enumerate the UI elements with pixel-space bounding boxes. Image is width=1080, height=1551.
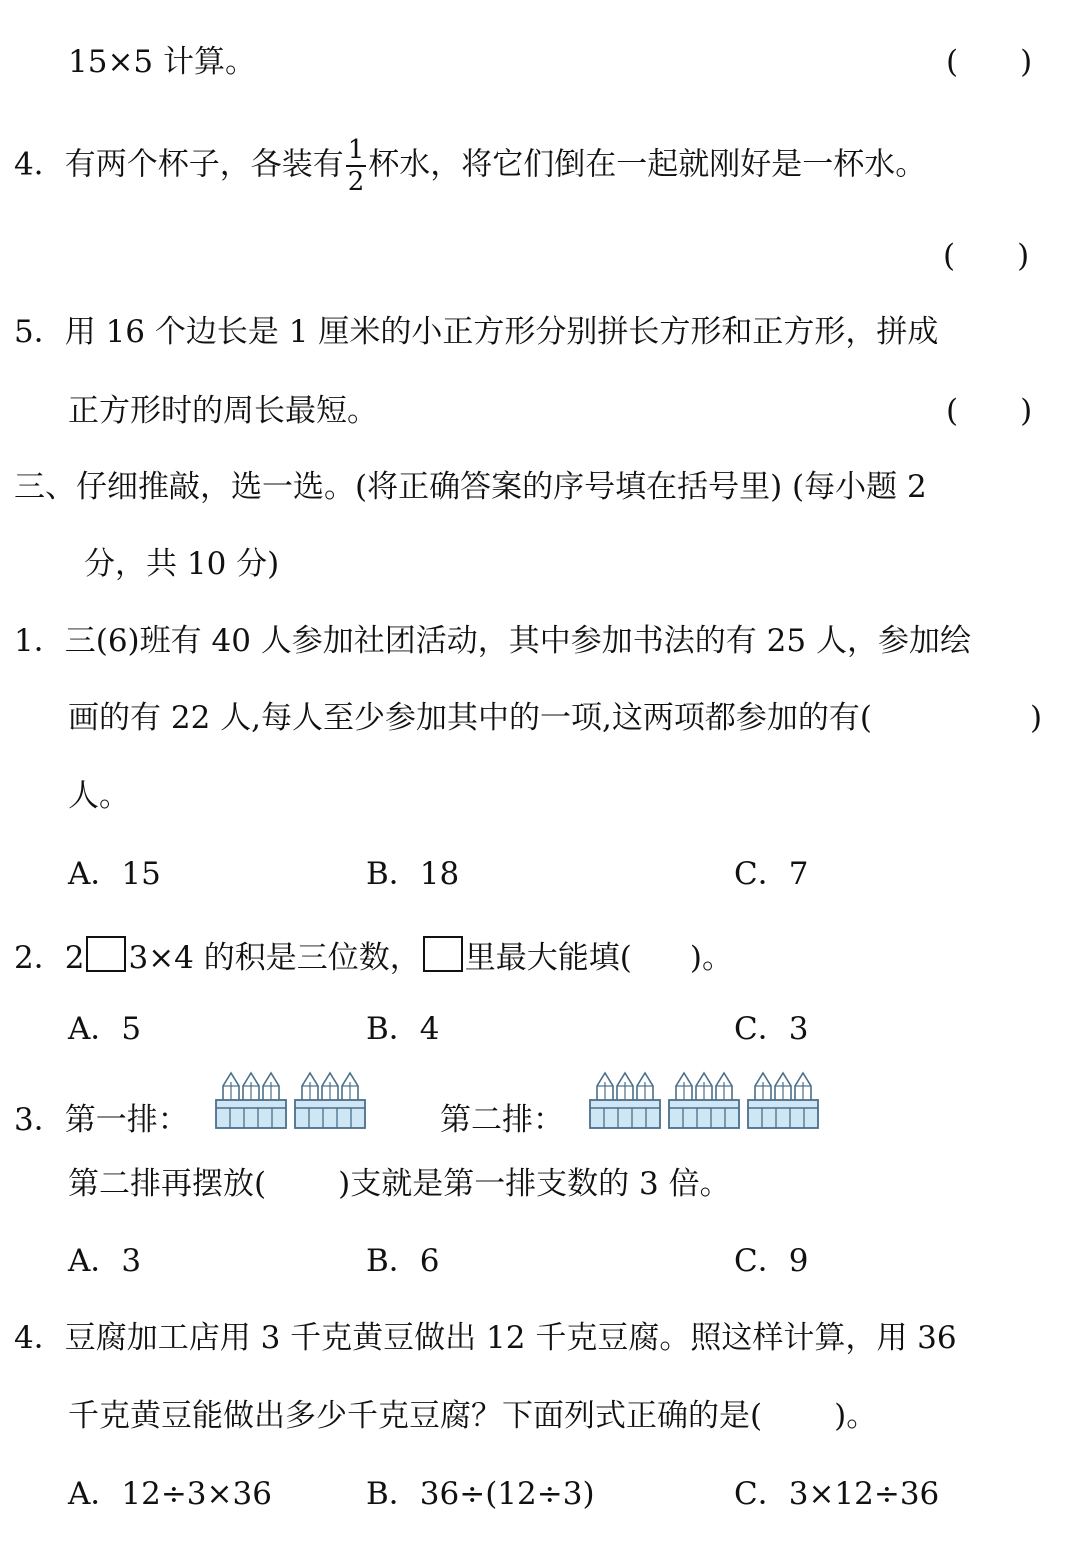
fraction-one-half bbox=[346, 137, 367, 195]
fraction-denominator: 2 bbox=[347, 167, 365, 197]
option-b[interactable]: B．36÷(12÷3) bbox=[366, 1476, 595, 1512]
question-text: 用 16 个边长是 1 厘米的小正方形分别拼长方形和正方形，拼成 bbox=[64, 314, 939, 350]
pencil-box-icon bbox=[590, 1073, 660, 1128]
question-text: 豆腐加工店用 3 千克黄豆做出 12 千克豆腐。照这样计算，用 36 bbox=[64, 1320, 957, 1356]
option-c[interactable]: C．3 bbox=[734, 1011, 809, 1047]
pencil-box-icon bbox=[295, 1073, 365, 1128]
pencil-box-icon bbox=[748, 1073, 818, 1128]
blank-box[interactable] bbox=[423, 936, 463, 972]
fraction-numerator: 1 bbox=[347, 135, 365, 165]
choice-question-1-line-1 bbox=[14, 621, 971, 661]
option-b[interactable]: B．4 bbox=[366, 1011, 440, 1047]
pencil-boxes-svg bbox=[588, 1070, 820, 1132]
question-number: 2． bbox=[14, 940, 65, 976]
pencil-box-icon bbox=[669, 1073, 739, 1128]
question-text: 2 bbox=[64, 940, 85, 976]
choice-question-4-line-2 bbox=[68, 1396, 877, 1436]
pencil-boxes-svg bbox=[214, 1070, 367, 1132]
question-number: 1． bbox=[14, 623, 65, 659]
choice-question-3-row-1 bbox=[14, 1100, 189, 1140]
section-heading: 三、仔细推敲，选一选。(将正确答案的序号填在括号里) (每小题 2 bbox=[14, 469, 927, 505]
pencil-box-icon bbox=[216, 1073, 286, 1128]
answer-paren[interactable]: ( ) bbox=[946, 44, 1033, 80]
question-text: 3×4 的积是三位数， bbox=[128, 940, 421, 976]
option-a[interactable]: A．5 bbox=[68, 1011, 142, 1047]
question-number: 3． bbox=[14, 1102, 65, 1138]
answer-paren[interactable]: ( ) bbox=[946, 393, 1033, 429]
choice-question-3-line-2 bbox=[68, 1164, 731, 1204]
answer-paren-close[interactable]: ) bbox=[1030, 700, 1043, 736]
question-text: )。 bbox=[689, 940, 733, 976]
row-label: 第二排： bbox=[440, 1102, 564, 1138]
question-text: )。 bbox=[834, 1398, 878, 1434]
question-text: 第二排再摆放( bbox=[68, 1166, 267, 1202]
row-label: 第一排： bbox=[64, 1102, 189, 1138]
question-3-tail: 15×5 计算。 bbox=[68, 44, 256, 80]
judge-question-5-line-1 bbox=[14, 312, 938, 352]
option-a[interactable]: A．3 bbox=[68, 1243, 142, 1279]
blank-box[interactable] bbox=[86, 936, 126, 972]
choice-question-1-line-3: 人。 bbox=[68, 778, 130, 814]
choice-question-1-line-2: 画的有 22 人,每人至少参加其中的一项,这两项都参加的有( bbox=[68, 700, 872, 736]
question-number: 4． bbox=[14, 1320, 65, 1356]
choice-question-4-line-1 bbox=[14, 1318, 957, 1358]
pencil-boxes-row-1 bbox=[214, 1070, 367, 1140]
section-heading-line-2: 分，共 10 分) bbox=[84, 546, 280, 582]
option-c[interactable]: C．9 bbox=[734, 1243, 809, 1279]
judge-question-5-line-2: 正方形时的周长最短。 bbox=[68, 393, 378, 429]
question-text: 有两个杯子，各装有 bbox=[64, 146, 344, 183]
question-text: 千克黄豆能做出多少千克豆腐？下面列式正确的是( bbox=[68, 1398, 763, 1434]
judge-question-4 bbox=[14, 137, 926, 195]
option-b[interactable]: B．18 bbox=[366, 856, 460, 892]
pencil-boxes-row-2 bbox=[588, 1070, 820, 1140]
question-text: 三(6)班有 40 人参加社团活动，其中参加书法的有 25 人，参加绘 bbox=[64, 623, 971, 659]
option-a[interactable]: A．12÷3×36 bbox=[68, 1476, 272, 1512]
question-number: 4． bbox=[14, 146, 65, 183]
choice-question-2 bbox=[14, 936, 733, 978]
question-text: 里最大能填( bbox=[464, 940, 632, 976]
question-number: 5． bbox=[14, 314, 65, 350]
question-text: )支就是第一排支数的 3 倍。 bbox=[338, 1166, 731, 1202]
question-text: 杯水，将它们倒在一起就刚好是一杯水。 bbox=[368, 146, 927, 183]
answer-paren[interactable]: ( ) bbox=[943, 238, 1030, 274]
option-a[interactable]: A．15 bbox=[68, 856, 161, 892]
option-c[interactable]: C．7 bbox=[734, 856, 809, 892]
option-c[interactable]: C．3×12÷36 bbox=[734, 1476, 940, 1512]
option-b[interactable]: B．6 bbox=[366, 1243, 440, 1279]
